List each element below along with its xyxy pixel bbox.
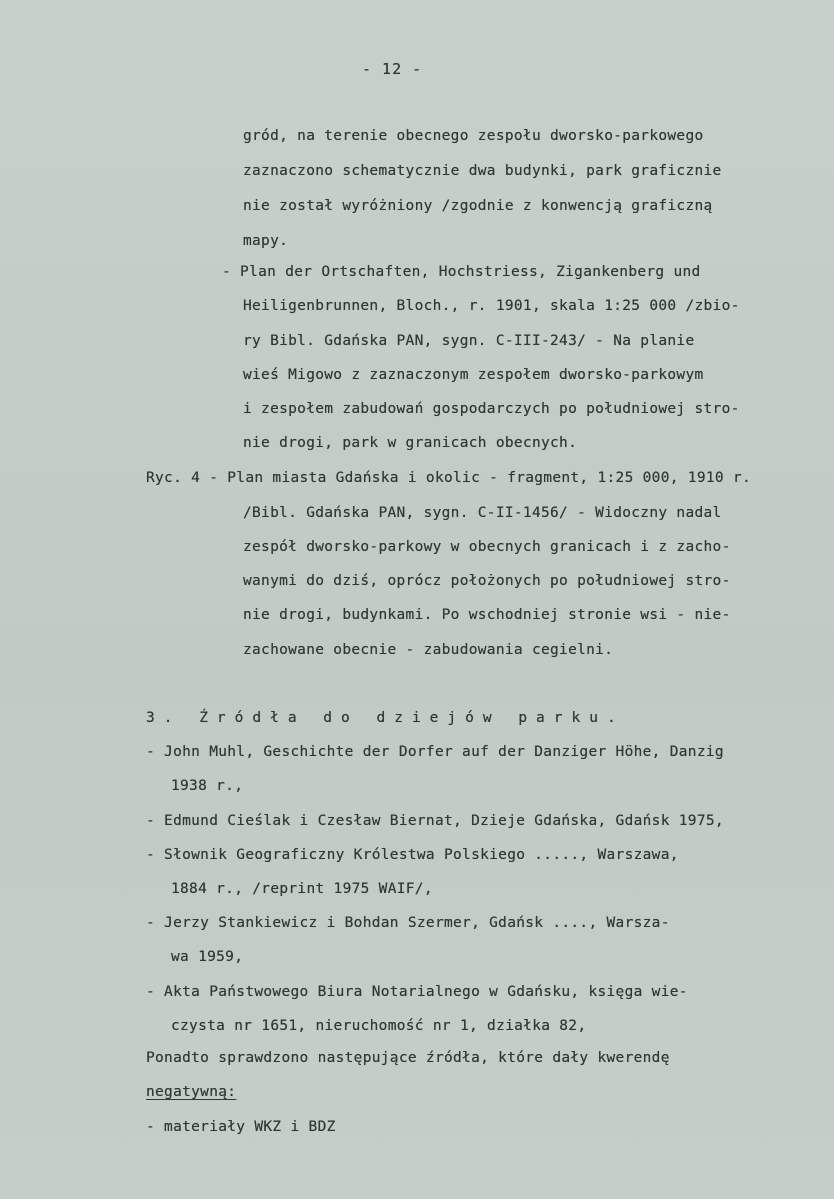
- text-line: /Bibl. Gdańska PAN, sygn. C-II-1456/ - Widoczny nadal: [243, 505, 722, 521]
- list-item: - Jerzy Stankiewicz i Bohdan Szermer, Gdańsk ...., Warsza-: [146, 915, 670, 931]
- underlined-text: negatywną:: [146, 1084, 237, 1100]
- text-line: gród, na terenie obecnego zespołu dworsko-parkowego: [243, 128, 704, 144]
- text-line: mapy.: [243, 233, 289, 249]
- text-line: wa 1959,: [171, 949, 244, 965]
- text-line: czysta nr 1651, nieruchomość nr 1, działka 82,: [171, 1018, 587, 1034]
- text-line: nie drogi, budynkami. Po wschodniej stronie wsi - nie-: [243, 607, 731, 623]
- list-item: - Słownik Geograficzny Królestwa Polskiego ....., Warszawa,: [146, 847, 679, 863]
- list-item: - John Muhl, Geschichte der Dorfer auf der Danziger Höhe, Danzig: [146, 744, 724, 760]
- list-item: - Plan der Ortschaften, Hochstriess, Zigankenberg und: [222, 264, 701, 280]
- page-number: - 12 -: [362, 60, 423, 78]
- text-line: zespół dworsko-parkowy w obecnych granicach i z zacho-: [243, 539, 731, 555]
- list-item: - Akta Państwowego Biura Notarialnego w Gdańsku, księga wie-: [146, 984, 688, 1000]
- list-item: - materiały WKZ i BDZ: [146, 1119, 336, 1135]
- text-line: Heiligenbrunnen, Bloch., r. 1901, skala 1:25 000 /zbio-: [243, 298, 740, 314]
- text-line: wanymi do dziś, oprócz położonych po południowej stro-: [243, 573, 731, 589]
- text-line: 1938 r.,: [171, 778, 244, 794]
- text-line: Ponadto sprawdzono następujące źródła, które dały kwerendę: [146, 1050, 670, 1066]
- text-line: nie drogi, park w granicach obecnych.: [243, 435, 578, 451]
- text-line: zachowane obecnie - zabudowania cegielni.: [243, 642, 614, 658]
- figure-caption: Ryc. 4 - Plan miasta Gdańska i okolic - fragment, 1:25 000, 1910 r.: [146, 470, 751, 486]
- section-heading: 3. Źródła do dziejów parku.: [146, 710, 625, 726]
- text-line: i zespołem zabudowań gospodarczych po południowej stro-: [243, 401, 740, 417]
- text-line: 1884 r., /reprint 1975 WAIF/,: [171, 881, 433, 897]
- list-item: - Edmund Cieślak i Czesław Biernat, Dzieje Gdańska, Gdańsk 1975,: [146, 813, 724, 829]
- text-line: wieś Migowo z zaznaczonym zespołem dworsko-parkowym: [243, 367, 704, 383]
- text-line: ry Bibl. Gdańska PAN, sygn. C-III-243/ - Na planie: [243, 333, 695, 349]
- text-line: zaznaczono schematycznie dwa budynki, park graficznie: [243, 163, 722, 179]
- text-line: nie został wyróżniony /zgodnie z konwencją graficzną: [243, 198, 713, 214]
